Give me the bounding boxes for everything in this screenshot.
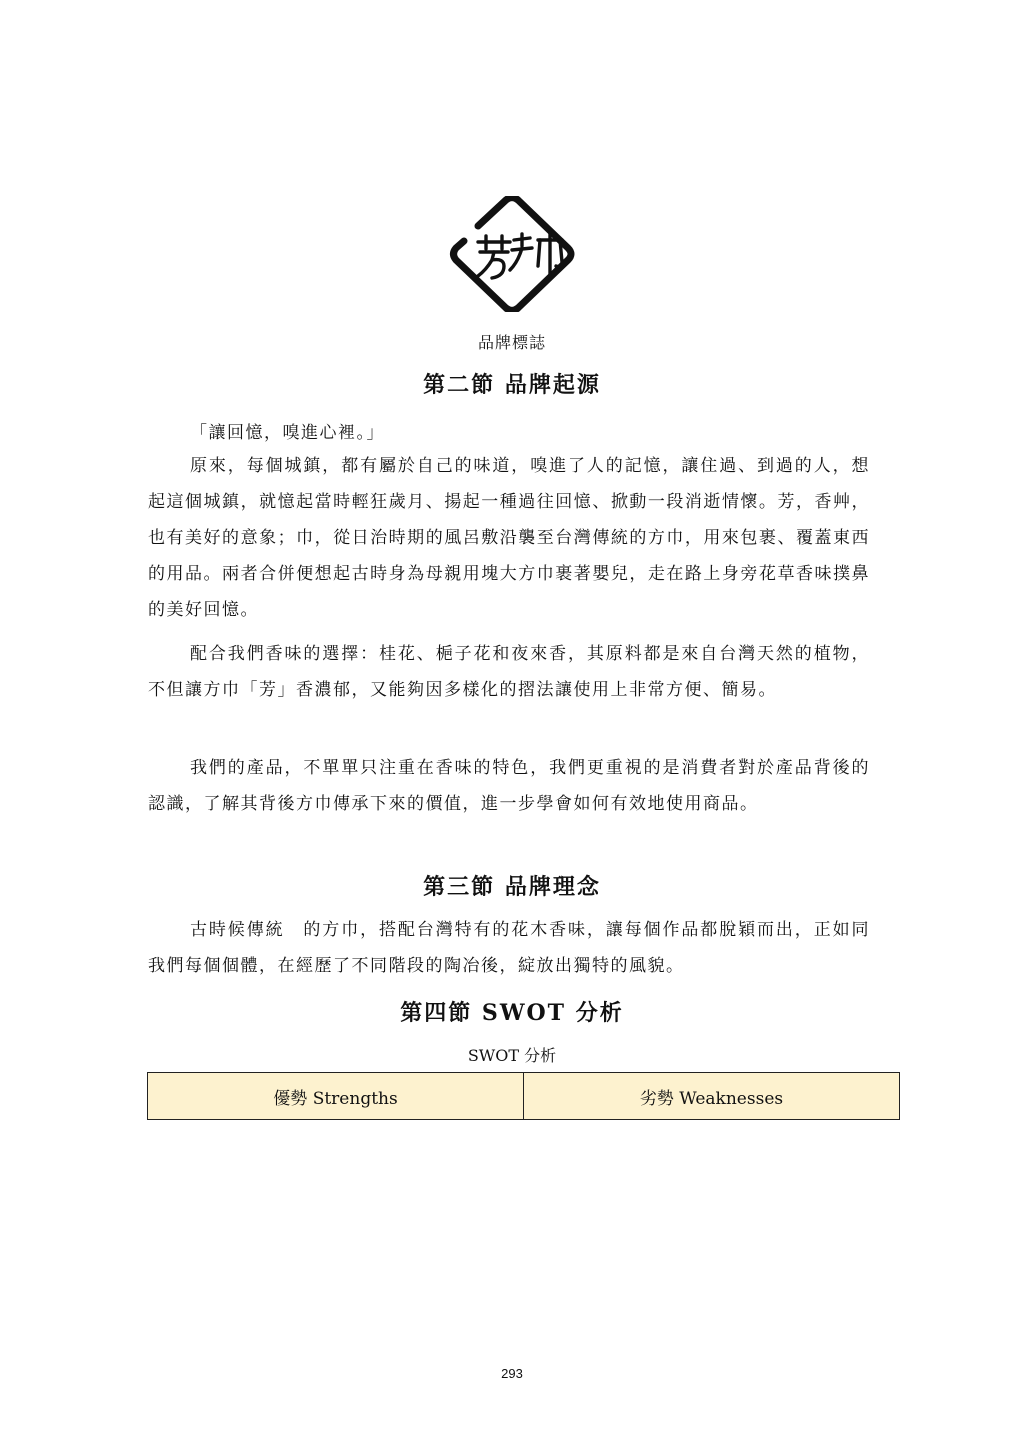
section-title-swot: 第四節 SWOT 分析	[400, 1000, 624, 1026]
concept-paragraph: 古時候傳統 的方巾，搭配台灣特有的花木香味，讓每個作品都脫穎而出，正如同我們每個個體，在經歷了不同階段的陶冶後，綻放出獨特的風貌。	[148, 920, 870, 976]
page-number: 293	[501, 1366, 523, 1381]
section-title-concept: 第三節 品牌理念	[423, 874, 601, 900]
swot-table-caption: SWOT 分析	[467, 1046, 557, 1065]
brand-slogan: 「讓回憶，嗅進心裡。」	[190, 423, 385, 443]
swot-header-weaknesses: 劣勢 Weaknesses	[524, 1073, 900, 1120]
swot-table	[147, 1072, 900, 1120]
swot-header-strengths: 優勢 Strengths	[148, 1073, 524, 1120]
origin-paragraph-2: 配合我們香味的選擇：桂花、梔子花和夜來香，其原料都是來自台灣天然的植物，不但讓方巾「芳」香濃郁，又能夠因多樣化的摺法讓使用上非常方便、簡易。	[148, 644, 870, 700]
brand-logo	[448, 196, 576, 312]
logo-caption: 品牌標誌	[477, 333, 546, 352]
swot-header-row	[148, 1073, 900, 1120]
origin-paragraph-1: 原來，每個城鎮，都有屬於自己的味道，嗅進了人的記憶，讓住過、到過的人，想起這個城鎮，就憶起當時輕狂歲月、揚起一種過往回憶、掀動一段消逝情懷。芳，香艸，也有美好的意象；巾，從日治時期的風呂敷沿襲至台灣傳統的方巾，用來包裹、覆蓋東西的用品。兩者合併便想起古時身為母親用塊大方巾裹著嬰兒，走在路上身旁花草香味撲鼻的美好回憶。	[148, 456, 870, 620]
origin-paragraph-3: 我們的產品，不單單只注重在香味的特色，我們更重視的是消費者對於產品背後的認識，了解其背後方巾傳承下來的價值，進一步學會如何有效地使用商品。	[148, 758, 870, 814]
section-title-origin: 第二節 品牌起源	[423, 372, 601, 398]
